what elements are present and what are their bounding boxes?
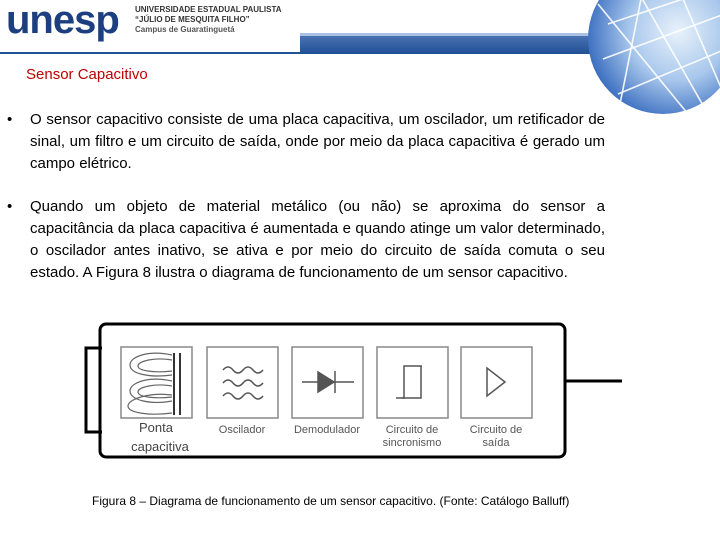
label-sync-1: Circuito de — [385, 424, 439, 436]
campus-name: Campus de Guaratinguetá — [135, 25, 235, 34]
bullet-text: Quando um objeto de material metálico (ou não) se aproxima do sensor a capacitância da placa capacitiva é aumentada e quando atinge um valor determinado, o oscilador antes inativo, se ativa e por meio do circuito de saída comuta o seu estado. A Figura 8 ilustra o diagrama de funcionamento de um sensor capacitivo. — [30, 198, 605, 281]
label-output-2: saída — [482, 437, 510, 449]
bullet-text: O sensor capacitivo consiste de uma placa capacitiva, um oscilador, um retificador de sinal, um filtro e um circuito de saída, onde por meio da placa capacitiva é gerado um campo elétrico. — [30, 111, 605, 172]
university-line1: UNIVERSIDADE ESTADUAL PAULISTA — [135, 5, 282, 14]
slide-title: Sensor Capacitivo — [26, 66, 148, 83]
block-output-circuit — [461, 347, 532, 418]
university-line2: “JÚLIO DE MESQUITA FILHO” — [135, 15, 250, 24]
hysteresis-icon — [396, 366, 422, 398]
unesp-logo: unesp — [6, 0, 119, 42]
diode-icon — [302, 371, 354, 393]
bullet-symbol: • — [7, 198, 13, 215]
figure-caption: Figura 8 – Diagrama de funcionamento de um sensor capacitivo. (Fonte: Catálogo Balluff) — [92, 494, 570, 508]
label-oscillator: Oscilador — [218, 424, 266, 436]
label-sync-2: sincronismo — [382, 437, 442, 449]
label-capacitive-tip-2: capacitiva — [131, 439, 189, 454]
field-lines-icon — [128, 353, 180, 415]
label-capacitive-tip-1: Ponta — [139, 420, 173, 435]
label-demodulator: Demodulador — [293, 424, 361, 436]
sine-wave-icon — [223, 367, 263, 399]
block-sync-circuit — [377, 347, 448, 418]
bullet-symbol: • — [7, 111, 13, 128]
label-output-1: Circuito de — [469, 424, 523, 436]
block-capacitive-tip — [121, 347, 192, 418]
amplifier-icon — [487, 368, 505, 396]
